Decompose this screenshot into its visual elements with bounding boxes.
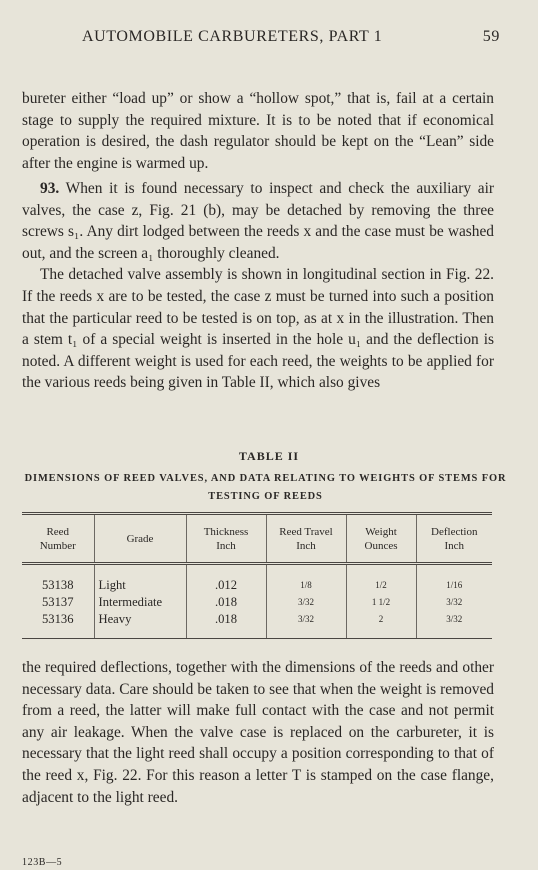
reed-travel: 3/32 xyxy=(266,611,346,639)
deflection: 1/16 xyxy=(446,580,463,590)
col-header-grade: Grade xyxy=(94,514,186,564)
thickness: .018 xyxy=(186,594,266,611)
reed-travel: 1/8 xyxy=(266,564,346,595)
reed-number: 53138 xyxy=(22,564,94,595)
page-number: 59 xyxy=(482,28,500,45)
header-title: AUTOMOBILE CARBURETERS, PART 1 xyxy=(82,28,383,45)
grade: Intermediate xyxy=(94,594,186,611)
reed-number: 53136 xyxy=(22,611,94,639)
thickness: .012 xyxy=(186,564,266,595)
signature-mark: 123B—5 xyxy=(22,857,63,868)
grade: Heavy xyxy=(94,611,186,639)
table-row xyxy=(22,611,492,639)
deflection: 3/32 xyxy=(446,597,463,607)
closing-paragraph xyxy=(22,657,494,808)
table-subtitle: DIMENSIONS OF REED VALVES, AND DATA RELATING TO WEIGHTS OF STEMS FOR TESTING OF REEDS xyxy=(24,473,507,502)
col-header-reed-travel: Reed Travel Inch xyxy=(266,514,346,564)
thickness: .018 xyxy=(186,611,266,639)
weight: 1/2 xyxy=(346,564,416,595)
col-header-reed-number: Reed Number xyxy=(22,514,94,564)
section-number: 93. xyxy=(40,180,60,197)
col-header-thickness: Thickness Inch xyxy=(186,514,266,564)
paragraph-1: bureter either “load up” or show a “hollow spot,” that is, fail at a certain stage to supply the required mixture. It is to be noted that if economical operation is desired, the dash regulator should be kept on the “Lean” side after the engine is warmed up. xyxy=(22,90,494,172)
col-header-deflection: Deflection Inch xyxy=(416,514,492,564)
deflection: 3/32 xyxy=(416,611,492,639)
table-title: TABLE II xyxy=(238,449,300,463)
col-header-weight: Weight Ounces xyxy=(346,514,416,564)
paragraph-2 xyxy=(22,178,494,264)
paragraph-3: The detached valve assembly is shown in longitudinal section in Fig. 22. If the reeds x are to be tested, the case z must be turned into such a position that the particular reed to be tested is on top, as at x in the illustration. Then a stem t₁ of a special weight is inserted in the hole u₁ and the deflection is noted. A different weight is used for each reed, the weights to be applied for the various reeds being given in Table II, which also gives xyxy=(22,266,494,392)
weight: 2 xyxy=(346,611,416,639)
grade: Light xyxy=(94,564,186,595)
table-header-row xyxy=(22,514,492,564)
paragraph-4: the required deflections, together with the dimensions of the reeds and other necessary data. Care should be taken to see that when the weight is removed from a reed, the latter will make full contact with the case and not permit any air leakage. When the valve case is replaced on the carbureter, it is necessary that the light reed shall occupy a position corresponding to that of the reed x, Fig. 22. For this reason a letter T is stamped on the case flange, adjacent to the light reed. xyxy=(22,659,494,806)
reed-travel: 3/32 xyxy=(266,594,346,611)
section-93 xyxy=(22,178,494,394)
weight: 1 1/2 xyxy=(346,594,416,611)
table-row xyxy=(22,564,492,595)
paragraph-2-text: When it is found necessary to inspect and check the auxiliary air valves, the case z, Fig. 21 (b), may be detached by removing the three screws s₁. Any dirt lodged between the reeds x and the case must be washed out, and the screen a₁ thoroughly cleaned. xyxy=(22,180,494,262)
reed-number: 53137 xyxy=(22,594,94,611)
paragraph-continuation xyxy=(22,88,494,174)
table-row xyxy=(22,594,492,611)
reed-valve-table xyxy=(22,512,492,639)
